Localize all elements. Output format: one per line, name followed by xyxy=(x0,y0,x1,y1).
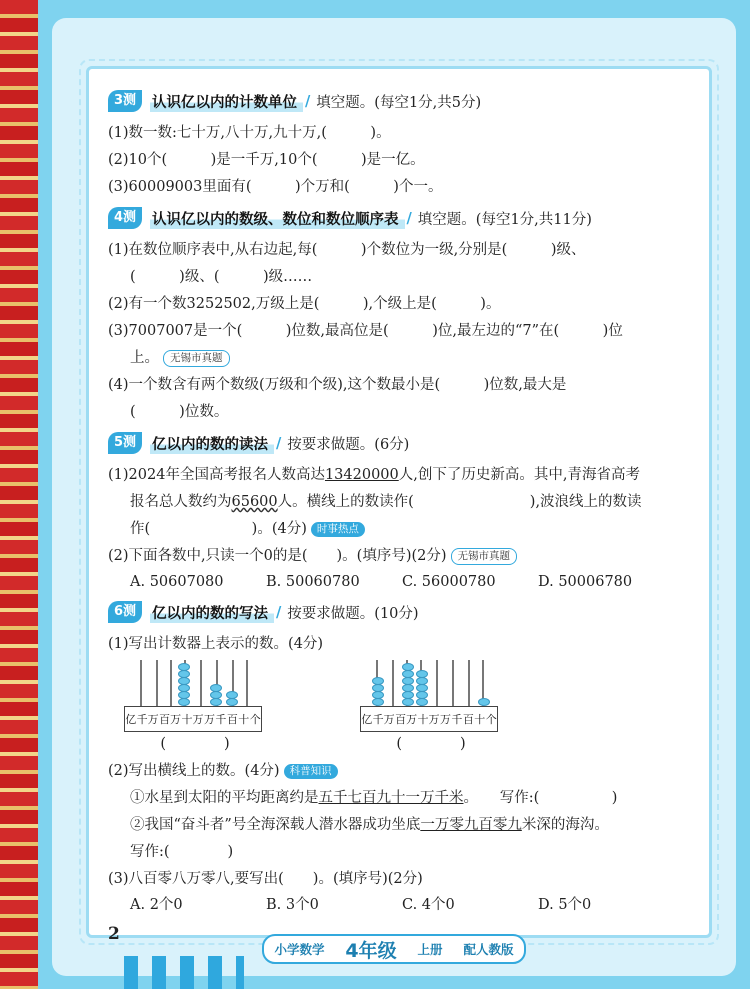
place-label: 十万 xyxy=(417,713,440,726)
section-number: 4测 xyxy=(108,207,142,229)
footer-bar xyxy=(262,934,526,964)
place-label: 千万 xyxy=(136,713,159,726)
footer-subject: 小学数学 xyxy=(274,942,325,957)
place-label: 百 xyxy=(226,713,238,726)
question-line xyxy=(108,785,688,812)
place-label: 十 xyxy=(238,713,250,726)
place-label: 万 xyxy=(439,713,451,726)
question-line xyxy=(108,758,688,785)
topic-tag: 时事热点 xyxy=(311,522,365,537)
abacus-bead xyxy=(478,698,490,706)
abacus-bead xyxy=(416,677,428,685)
underlined-text: 五千七百九十一万千米 xyxy=(318,790,464,806)
choice-d: D. 5个0 xyxy=(538,897,592,913)
place-label: 百万 xyxy=(159,713,182,726)
footer-stripes xyxy=(124,956,244,989)
question-line: (2)有一个数3252502,万级上是( ),个级上是( )。 xyxy=(108,296,501,312)
section-title: 亿以内的数的读法 xyxy=(150,433,274,454)
question-line: ( )级、( )级…… xyxy=(130,269,313,285)
answer-blank: ( ) xyxy=(396,736,466,752)
question-text: 报名总人数约为 xyxy=(130,494,232,510)
question-text: ①水星到太阳的平均距离约是 xyxy=(130,790,319,806)
choice-a: A. 2个0 xyxy=(130,897,183,913)
section-title: 认识亿以内的计数单位 xyxy=(150,91,303,112)
question-line: (2)10个( )是一千万,10个( )是一亿。 xyxy=(108,152,425,168)
abacus-rod xyxy=(140,660,142,706)
decorative-stripe xyxy=(0,0,38,989)
choice-b: B. 50060780 xyxy=(266,574,360,590)
place-label: 百万 xyxy=(395,713,418,726)
section-instruction: 填空题。(每空1分,共11分) xyxy=(417,211,592,228)
abacus-bead xyxy=(210,698,222,706)
abacus-left xyxy=(124,658,324,756)
question-line xyxy=(108,462,688,489)
abacus-bead xyxy=(372,691,384,699)
slash-icon: / xyxy=(305,92,311,110)
abacus-bead xyxy=(402,663,414,671)
choice-list xyxy=(108,893,688,918)
abacus-bead xyxy=(178,670,190,678)
question-text: (1)2024年全国高考报名人数高达 xyxy=(108,467,325,483)
question-line xyxy=(108,489,688,516)
abacus-bead xyxy=(178,677,190,685)
section-number: 6测 xyxy=(108,601,142,623)
choice-c: C. 56000780 xyxy=(402,574,496,590)
place-label: 十 xyxy=(474,713,486,726)
abacus-rod xyxy=(170,660,172,706)
abacus-rod xyxy=(468,660,470,706)
choice-c: C. 4个0 xyxy=(402,897,455,913)
footer-term: 上册 xyxy=(417,942,443,957)
abacus-bead xyxy=(178,684,190,692)
abacus-bead xyxy=(210,684,222,692)
abacus-bead xyxy=(226,691,238,699)
question-line: ( )位数。 xyxy=(130,404,229,420)
choice-b: B. 3个0 xyxy=(266,897,319,913)
footer-edition: 配人教版 xyxy=(463,942,514,957)
topic-tag: 科普知识 xyxy=(284,764,338,779)
abacus-bead xyxy=(402,691,414,699)
place-label: 千 xyxy=(451,713,463,726)
abacus-bead xyxy=(178,698,190,706)
worksheet-content xyxy=(108,84,688,918)
slash-icon: / xyxy=(276,434,282,452)
place-label: 千万 xyxy=(372,713,395,726)
abacus-bead xyxy=(372,677,384,685)
page-number: 2 xyxy=(108,924,120,944)
abacus-rod xyxy=(200,660,202,706)
place-label: 千 xyxy=(215,713,227,726)
choice-d: D. 50006780 xyxy=(538,574,633,590)
underlined-text: 一万零九百零九 xyxy=(420,817,522,833)
section-instruction: 填空题。(每空1分,共5分) xyxy=(316,94,482,111)
question-text: 人。横线上的数读作( ),波浪线上的数读 xyxy=(277,494,642,510)
place-label: 亿 xyxy=(361,713,373,726)
section-3-header xyxy=(108,88,688,114)
underlined-number: 13420000 xyxy=(324,467,399,483)
question-text: (2)下面各数中,只读一个0的是( )。(填序号)(2分) xyxy=(108,548,447,564)
slash-icon: / xyxy=(276,603,282,621)
abacus-rod xyxy=(392,660,394,706)
question-line: 写作:( ) xyxy=(130,844,234,860)
abacus-base xyxy=(360,706,498,732)
footer-grade: 4年级 xyxy=(345,939,397,962)
place-label: 十万 xyxy=(181,713,204,726)
question-line: (1)写出计数器上表示的数。(4分) xyxy=(108,636,324,652)
question-line: (3)7007007是一个( )位数,最高位是( )位,最左边的“7”在( )位 xyxy=(108,323,623,339)
section-number: 5测 xyxy=(108,432,142,454)
abacus-rod xyxy=(436,660,438,706)
question-line xyxy=(108,345,688,372)
section-number: 3测 xyxy=(108,90,142,112)
source-tag: 无锡市真题 xyxy=(451,548,518,565)
question-text: 。 写作:( ) xyxy=(463,790,618,806)
place-label: 个 xyxy=(249,713,261,726)
question-text: 作( )。(4分) xyxy=(130,521,307,537)
abacus-bead xyxy=(178,663,190,671)
question-line: (1)数一数:七十万,八十万,九十万,( )。 xyxy=(108,125,391,141)
abacus-bead xyxy=(210,691,222,699)
abacus-right xyxy=(360,658,560,756)
abacus-bead xyxy=(416,698,428,706)
place-label: 百 xyxy=(462,713,474,726)
abacus-row xyxy=(108,658,688,758)
place-label: 万 xyxy=(203,713,215,726)
abacus-bead xyxy=(416,684,428,692)
section-title: 亿以内的数的写法 xyxy=(150,602,274,623)
question-line xyxy=(108,516,688,543)
section-4-header xyxy=(108,205,688,231)
slash-icon: / xyxy=(406,209,412,227)
choice-a: A. 50607080 xyxy=(130,574,224,590)
section-5-header xyxy=(108,430,688,456)
abacus-bead xyxy=(178,691,190,699)
question-line xyxy=(108,543,688,570)
abacus-bead xyxy=(402,698,414,706)
abacus-rod xyxy=(156,660,158,706)
abacus-base xyxy=(124,706,262,732)
abacus-bead xyxy=(402,684,414,692)
answer-blank: ( ) xyxy=(160,736,230,752)
abacus-bead xyxy=(416,670,428,678)
source-tag: 无锡市真题 xyxy=(163,350,230,367)
wavy-underlined-number: 65600 xyxy=(231,494,278,510)
question-line: (4)一个数含有两个数级(万级和个级),这个数最小是( )位数,最大是 xyxy=(108,377,567,393)
abacus-bead xyxy=(226,698,238,706)
place-label: 个 xyxy=(485,713,497,726)
question-line: (1)在数位顺序表中,从右边起,每( )个数位为一级,分别是( )级、 xyxy=(108,242,586,258)
abacus-bead xyxy=(402,670,414,678)
question-line xyxy=(108,812,688,839)
place-label: 亿 xyxy=(125,713,137,726)
question-text: 米深的海沟。 xyxy=(521,817,609,833)
section-title: 认识亿以内的数级、数位和数位顺序表 xyxy=(150,208,405,229)
abacus-bead xyxy=(372,684,384,692)
abacus-bead xyxy=(416,691,428,699)
abacus-rod xyxy=(452,660,454,706)
section-instruction: 按要求做题。(10分) xyxy=(287,605,419,622)
abacus-bead xyxy=(402,677,414,685)
choice-list xyxy=(108,570,688,595)
section-instruction: 按要求做题。(6分) xyxy=(287,436,410,453)
section-6-header xyxy=(108,599,688,625)
question-text: (2)写出横线上的数。(4分) xyxy=(108,763,280,779)
question-text: 人,创下了历史新高。其中,青海省高考 xyxy=(398,467,640,483)
question-line: (3)60009003里面有( )个万和( )个一。 xyxy=(108,179,443,195)
question-text: ②我国“奋斗者”号全海深载人潜水器成功坐底 xyxy=(130,817,421,833)
abacus-bead xyxy=(372,698,384,706)
question-text: 上。 xyxy=(130,350,159,366)
abacus-rod xyxy=(246,660,248,706)
question-line: (3)八百零八万零八,要写出( )。(填序号)(2分) xyxy=(108,871,423,887)
